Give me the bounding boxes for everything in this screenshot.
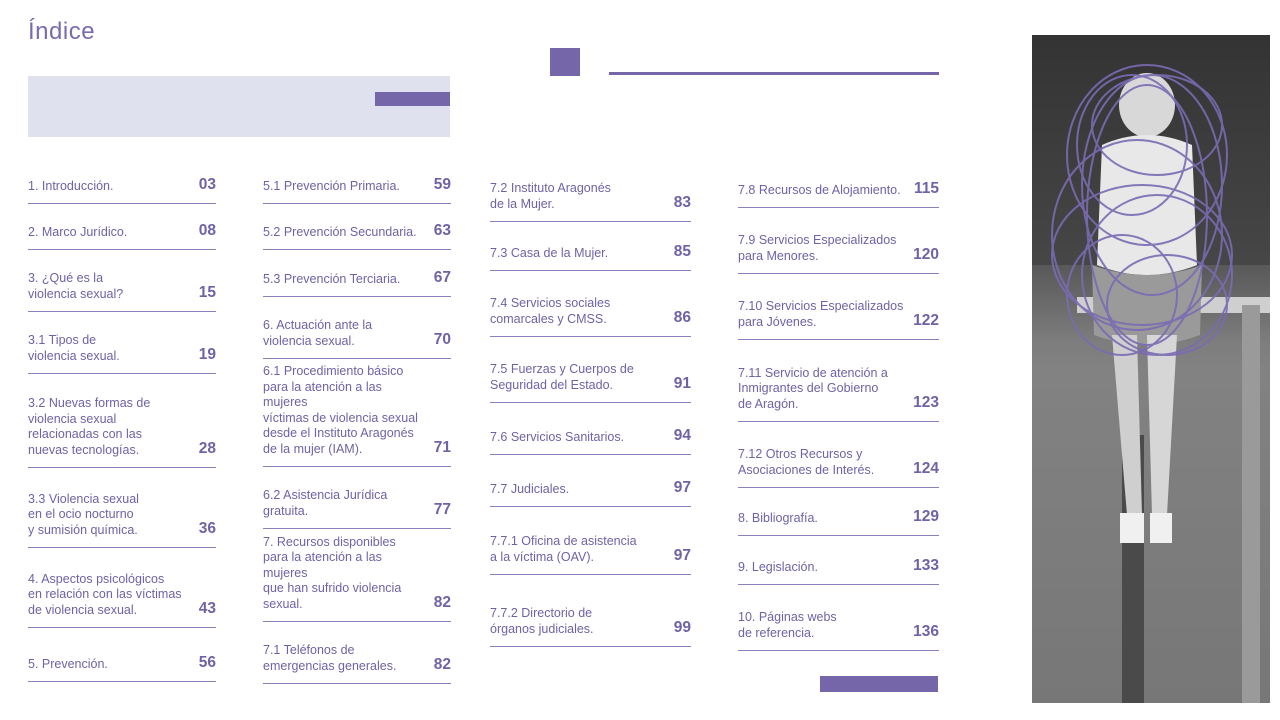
woman-on-bars-photo (1032, 35, 1270, 703)
toc-entry[interactable] (738, 488, 939, 536)
toc-entry[interactable] (263, 622, 451, 684)
toc-entry-label: 7.11 Servicio de atención a Inmigrantes del Gobierno de Aragón. (738, 365, 888, 411)
toc-entry[interactable] (490, 455, 691, 507)
toc-entry-label: 7.7.2 Directorio de órganos judiciales. (490, 606, 594, 636)
toc-entry-page-number: 71 (433, 439, 451, 456)
toc-entry-page-number: 59 (433, 176, 451, 193)
decorative-bottom-bar (820, 676, 938, 692)
toc-column-3 (490, 160, 691, 647)
toc-entry-label: 7.3 Casa de la Mujer. (490, 245, 609, 260)
toc-entry-label: 7.7 Judiciales. (490, 481, 570, 496)
toc-column-4 (738, 160, 939, 651)
toc-entry-page-number: 70 (433, 331, 451, 348)
toc-entry[interactable] (263, 297, 451, 359)
toc-entry-page-number: 97 (673, 547, 691, 564)
toc-entry-label: 5.3 Prevención Terciaria. (263, 271, 401, 286)
toc-entry-label: 3.1 Tipos de violencia sexual. (28, 333, 120, 363)
decorative-line (609, 72, 939, 75)
toc-entry-label: 7.2 Instituto Aragonés de la Mujer. (490, 181, 611, 211)
toc-entry-page-number: 03 (198, 176, 216, 193)
toc-entry-page-number: 85 (673, 243, 691, 260)
toc-entry-label: 2. Marco Jurídico. (28, 224, 128, 239)
toc-entry-page-number: 56 (198, 654, 216, 671)
toc-entry-label: 7.5 Fuerzas y Cuerpos de Seguridad del Estado. (490, 362, 634, 392)
toc-entry-label: 1. Introducción. (28, 178, 114, 193)
toc-entry-page-number: 08 (198, 222, 216, 239)
toc-entry[interactable] (28, 628, 216, 682)
toc-entry-label: 6.1 Procedimiento básico para la atención a las mujeres víctimas de violencia sexual desde el Instituto Aragonés de la mujer (IAM). (263, 364, 418, 456)
cover-photo (1032, 35, 1270, 703)
toc-entry-page-number: 94 (673, 427, 691, 444)
toc-entry-page-number: 77 (433, 501, 451, 518)
toc-entry-label: 3.3 Violencia sexual en el ocio nocturno y sumisión química. (28, 491, 139, 537)
toc-entry-label: 3. ¿Qué es la violencia sexual? (28, 271, 124, 301)
toc-entry-label: 7.1 Teléfonos de emergencias generales. (263, 643, 397, 673)
decorative-square (550, 48, 580, 76)
toc-entry-label: 10. Páginas webs de referencia. (738, 610, 837, 640)
toc-entry-page-number: 19 (198, 346, 216, 363)
toc-entry[interactable] (738, 160, 939, 208)
toc-entry-label: 7.10 Servicios Especializados para Jóvenes. (738, 299, 904, 329)
toc-entry[interactable] (490, 222, 691, 271)
toc-entry[interactable] (738, 340, 939, 422)
toc-entry[interactable] (28, 250, 216, 312)
toc-column-1 (28, 160, 216, 682)
toc-entry[interactable] (263, 250, 451, 297)
toc-entry-label: 5.1 Prevención Primaria. (263, 178, 400, 193)
toc-entry-label: 7.4 Servicios sociales comarcales y CMSS. (490, 296, 611, 326)
toc-entry[interactable] (738, 422, 939, 488)
toc-entry-page-number: 120 (913, 246, 939, 263)
toc-entry-page-number: 99 (673, 619, 691, 636)
toc-entry[interactable] (28, 468, 216, 548)
toc-entry-label: 6.2 Asistencia Jurídica gratuita. (263, 488, 388, 518)
toc-entry-page-number: 136 (913, 623, 939, 640)
toc-entry[interactable] (263, 160, 451, 204)
toc-entry-page-number: 97 (673, 479, 691, 496)
toc-entry-page-number: 82 (433, 656, 451, 673)
toc-entry[interactable] (28, 548, 216, 628)
toc-entry[interactable] (490, 575, 691, 647)
toc-entry-page-number: 86 (673, 309, 691, 326)
toc-entry-page-number: 28 (198, 440, 216, 457)
toc-entry[interactable] (738, 208, 939, 274)
toc-entry[interactable] (738, 536, 939, 585)
toc-entry-label: 5.2 Prevención Secundaria. (263, 224, 417, 239)
toc-entry-page-number: 82 (433, 594, 451, 611)
toc-entry-page-number: 43 (198, 600, 216, 617)
toc-entry-page-number: 133 (913, 557, 939, 574)
toc-entry-page-number: 15 (198, 284, 216, 301)
toc-entry[interactable] (738, 274, 939, 340)
toc-entry-page-number: 67 (433, 269, 451, 286)
toc-entry-label: 7. Recursos disponibles para la atención a las mujeres que han sufrido violencia sexual. (263, 534, 402, 611)
toc-entry[interactable] (738, 585, 939, 651)
toc-entry-page-number: 83 (673, 194, 691, 211)
toc-entry-label: 7.9 Servicios Especializados para Menores. (738, 233, 897, 263)
toc-entry[interactable] (263, 529, 451, 622)
toc-entry-label: 6. Actuación ante la violencia sexual. (263, 318, 373, 348)
toc-entry[interactable] (263, 204, 451, 250)
toc-entry[interactable] (490, 507, 691, 575)
toc-entry-label: 7.8 Recursos de Alojamiento. (738, 182, 901, 197)
toc-entry-page-number: 91 (673, 375, 691, 392)
toc-entry-label: 3.2 Nuevas formas de violencia sexual relacionadas con las nuevas tecnologías. (28, 396, 151, 457)
page-title: Índice (28, 18, 96, 45)
toc-entry-label: 4. Aspectos psicológicos en relación con las víctimas de violencia sexual. (28, 571, 182, 617)
toc-entry-page-number: 36 (198, 520, 216, 537)
toc-entry-label: 7.12 Otros Recursos y Asociaciones de Interés. (738, 447, 875, 477)
toc-entry-page-number: 124 (913, 460, 939, 477)
header-accent-bar (375, 92, 450, 106)
toc-entry[interactable] (263, 359, 451, 467)
toc-entry-label: 7.7.1 Oficina de asistencia a la víctima (OAV). (490, 534, 637, 564)
toc-entry-page-number: 122 (913, 312, 939, 329)
toc-entry[interactable] (28, 160, 216, 204)
toc-entry[interactable] (263, 467, 451, 529)
toc-entry[interactable] (28, 204, 216, 250)
toc-entry-label: 9. Legislación. (738, 559, 818, 574)
header-band (28, 76, 450, 137)
toc-column-2 (263, 160, 451, 684)
toc-entry[interactable] (490, 271, 691, 337)
toc-entry[interactable] (490, 403, 691, 455)
toc-entry-page-number: 63 (433, 222, 451, 239)
toc-entry[interactable] (28, 312, 216, 374)
toc-entry-label: 8. Bibliografía. (738, 510, 818, 525)
toc-entry-page-number: 123 (913, 394, 939, 411)
toc-entry[interactable] (490, 160, 691, 222)
toc-entry-page-number: 115 (913, 180, 939, 197)
toc-entry[interactable] (28, 374, 216, 468)
toc-entry-label: 7.6 Servicios Sanitarios. (490, 429, 625, 444)
toc-entry-page-number: 129 (913, 508, 939, 525)
toc-entry-label: 5. Prevención. (28, 656, 108, 671)
toc-entry[interactable] (490, 337, 691, 403)
